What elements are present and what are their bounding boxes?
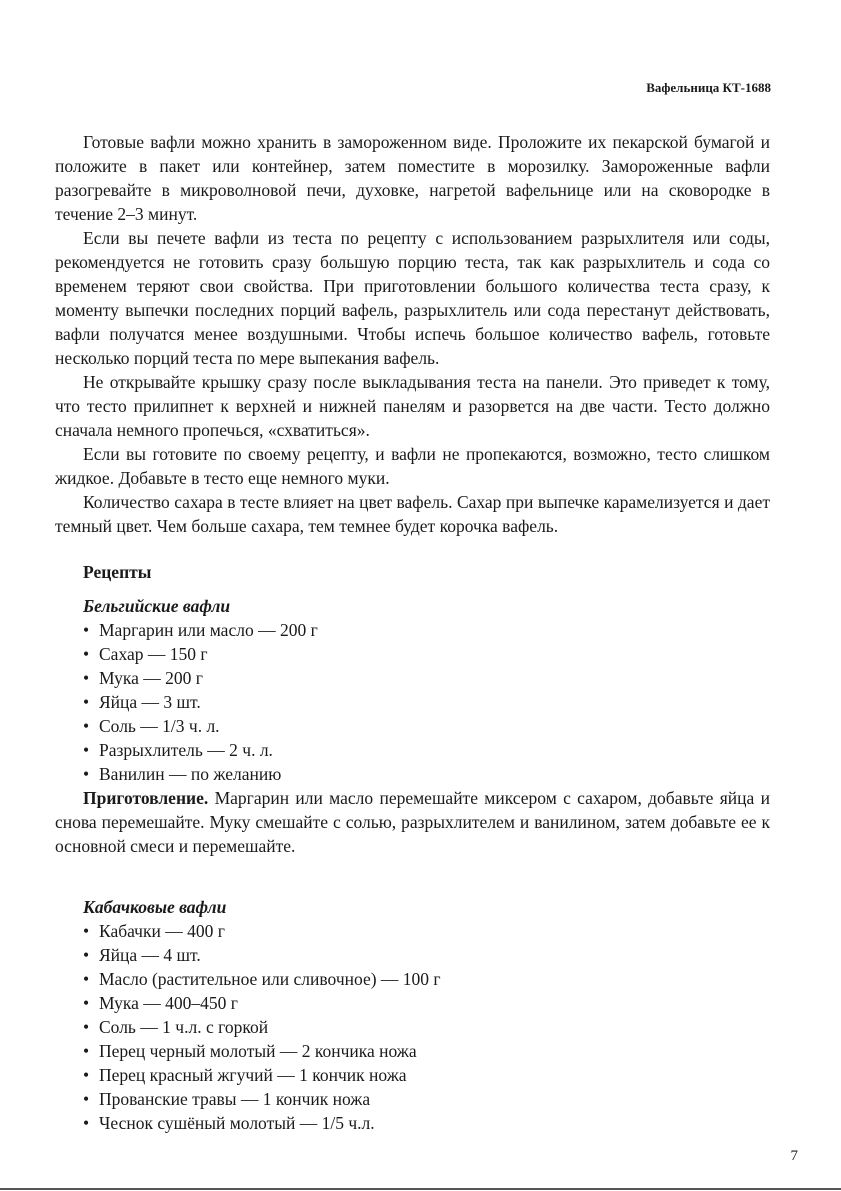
- paragraph-storage: Готовые вафли можно хранить в замороженном виде. Проложите их пекарской бумагой и положите в пакет или контейнер, затем поместите в морозилку. Замороженные вафли разогревайте в микроволновой печи, духовке, нагретой вафельнице или на сковородке в течение 2–3 минут.: [55, 132, 770, 224]
- ingredient-item: • Яйца — 3 шт.: [83, 692, 201, 712]
- bullet-mark: •: [83, 1113, 90, 1133]
- bullet-mark: •: [83, 993, 90, 1013]
- ingredient-item: • Маргарин или масло — 200 г: [83, 620, 318, 640]
- recipe-belgian-title: Бельгийские вафли: [83, 596, 231, 616]
- bullet-mark: •: [83, 1065, 90, 1085]
- ingredient-item: • Сахар — 150 г: [83, 644, 208, 664]
- recipe-belgian-ingredients: [55, 618, 770, 786]
- ingredient-item: • Яйца — 4 шт.: [83, 945, 201, 965]
- bullet-mark: •: [83, 620, 90, 640]
- paragraph-own-recipe: Если вы готовите по своему рецепту, и вафли не пропекаются, возможно, тесто слишком жидкое. Добавьте в тесто еще немного муки.: [55, 444, 770, 488]
- ingredient-item: • Масло (растительное или сливочное) — 100 г: [83, 969, 441, 989]
- ingredient-item: • Перец красный жгучий — 1 кончик ножа: [83, 1065, 407, 1085]
- ingredient-item: • Соль — 1 ч.л. с горкой: [83, 1017, 269, 1037]
- ingredient-item: • Кабачки — 400 г: [83, 921, 225, 941]
- bullet-mark: •: [83, 692, 90, 712]
- bullet-mark: •: [83, 740, 90, 760]
- ingredient-item: • Чеснок сушёный молотый — 1/5 ч.л.: [83, 1113, 375, 1133]
- recipe-zucchini-ingredients: [55, 919, 770, 1135]
- recipes-section-title: Рецепты: [83, 562, 152, 582]
- bullet-mark: •: [83, 764, 90, 784]
- bullet-mark: •: [83, 945, 90, 965]
- recipe-belgian-preparation: [55, 786, 770, 858]
- bullet-mark: •: [83, 644, 90, 664]
- bullet-mark: •: [83, 668, 90, 688]
- ingredient-item: • Прованские травы — 1 кончик ножа: [83, 1089, 371, 1109]
- bullet-mark: •: [83, 1017, 90, 1037]
- bullet-mark: •: [83, 1041, 90, 1061]
- paragraph-sugar: Количество сахара в тесте влияет на цвет вафель. Сахар при выпечке карамелизуется и дает темный цвет. Чем больше сахара, тем темнее будет корочка вафель.: [55, 492, 770, 536]
- paragraph-baking-powder: Если вы печете вафли из теста по рецепту с использованием разрыхлителя или соды, рекомендуется не готовить сразу большую порцию теста, так как разрыхлитель и сода со временем теряют свои свойства. При приготовлении большого количества теста сразу, к моменту выпечки последних порций вафель, разрыхлитель или сода перестанут действовать, вафли получатся менее воздушными. Чтобы испечь большое количество вафель, готовьте несколько порций теста по мере выпекания вафель.: [55, 228, 770, 368]
- recipe-zucchini-title: Кабачковые вафли: [83, 897, 227, 917]
- bullet-mark: •: [83, 1089, 90, 1109]
- preparation-label: Приготовление.: [83, 788, 209, 808]
- ingredient-item: • Мука — 400–450 г: [83, 993, 238, 1013]
- ingredient-item: • Ванилин — по желанию: [83, 764, 282, 784]
- ingredient-item: • Перец черный молотый — 2 кончика ножа: [83, 1041, 417, 1061]
- ingredient-item: • Разрыхлитель — 2 ч. л.: [83, 740, 273, 760]
- bullet-mark: •: [83, 969, 90, 989]
- ingredient-item: • Мука — 200 г: [83, 668, 203, 688]
- bullet-mark: •: [83, 921, 90, 941]
- bullet-mark: •: [83, 716, 90, 736]
- bottom-rule: [0, 1188, 841, 1190]
- ingredient-item: • Соль — 1/3 ч. л.: [83, 716, 220, 736]
- page-number: 7: [790, 1148, 798, 1164]
- page-header-title: Вафельница КТ-1688: [646, 80, 771, 95]
- preparation-text: Маргарин или масло перемешайте миксером с сахаром, добавьте яйца и снова перемешайте. Муку смешайте с солью, разрыхлителем и ванилином, затем добавьте ее к основной смеси и перемешайте.: [55, 788, 770, 856]
- page-content: [55, 130, 770, 1135]
- paragraph-lid: Не открывайте крышку сразу после выкладывания теста на панели. Это приведет к тому, что тесто прилипнет к верхней и нижней панелям и разорвется на две части. Тесто должно сначала немного пропечься, «схватиться».: [55, 372, 770, 440]
